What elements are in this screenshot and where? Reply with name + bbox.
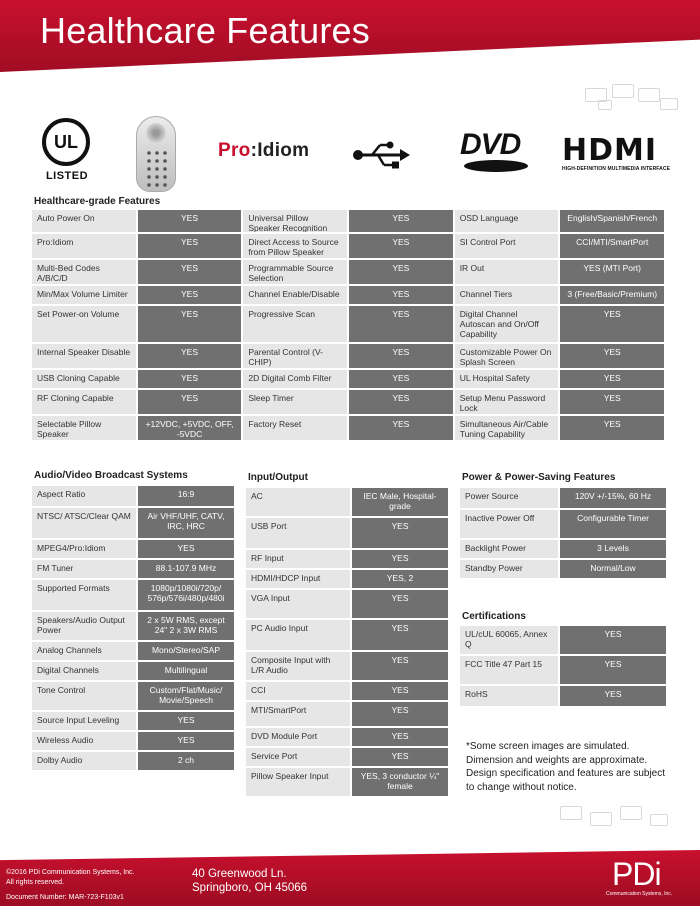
- spec-label: Standby Power: [460, 560, 558, 578]
- feature-value: YES: [138, 306, 242, 342]
- feature-label: Digital Channel Autoscan and On/Off Capability: [455, 306, 559, 342]
- table-row: [32, 286, 664, 304]
- spec-label: CCI: [246, 682, 350, 700]
- spec-value: 16:9: [138, 486, 234, 506]
- feature-label: USB Cloning Capable: [32, 370, 136, 388]
- page-title: Healthcare Features: [40, 10, 370, 51]
- table-row: [460, 540, 666, 558]
- table-row: [32, 508, 234, 538]
- proidiom-logo: [218, 140, 309, 162]
- power-table: [460, 488, 666, 580]
- pdi-logo-subtitle: Communication Systems, Inc.: [606, 891, 673, 897]
- spec-value: YES, 2: [352, 570, 448, 588]
- feature-label: Parental Control (V-CHIP): [243, 344, 347, 368]
- table-row: [32, 752, 234, 770]
- table-row: [246, 728, 448, 746]
- table-row: [246, 748, 448, 766]
- feature-label: RF Cloning Capable: [32, 390, 136, 414]
- spec-label: VGA Input: [246, 590, 350, 618]
- healthcare-features-grid: [32, 210, 664, 442]
- ul-listed-logo: [40, 118, 94, 188]
- feature-label: Factory Reset: [243, 416, 347, 440]
- feature-value: YES: [349, 306, 453, 342]
- spec-value: IEC Male, Hospital-grade: [352, 488, 448, 516]
- feature-value: YES: [560, 306, 664, 342]
- feature-value: YES: [138, 234, 242, 258]
- decorative-square: [598, 100, 612, 110]
- decorative-square: [638, 88, 660, 102]
- certs-section-title: Certifications: [462, 611, 526, 622]
- feature-value: YES: [349, 286, 453, 304]
- spec-label: USB Port: [246, 518, 350, 548]
- spec-value: YES: [352, 748, 448, 766]
- company-address: [192, 867, 307, 895]
- table-row: [32, 486, 234, 506]
- table-row: [246, 570, 448, 588]
- table-row: [32, 682, 234, 710]
- feature-label: Sleep Timer: [243, 390, 347, 414]
- spec-value: Multilingual: [138, 662, 234, 680]
- table-row: [32, 370, 664, 388]
- spec-value: Normal/Low: [560, 560, 666, 578]
- certifications-table: [460, 626, 666, 708]
- spec-value: YES: [352, 682, 448, 700]
- healthcare-section-title: Healthcare-grade Features: [34, 196, 161, 207]
- spec-value: YES: [352, 590, 448, 618]
- feature-value: CCI/MTI/SmartPort: [560, 234, 664, 258]
- decorative-square: [620, 806, 642, 820]
- table-row: [32, 612, 234, 640]
- table-row: [460, 686, 666, 706]
- spec-value: Custom/Flat/Music/ Movie/Speech: [138, 682, 234, 710]
- decorative-square: [650, 814, 668, 826]
- feature-label: Direct Access to Source from Pillow Speaker: [243, 234, 347, 258]
- ul-listed-label: LISTED: [45, 170, 89, 182]
- feature-value: YES: [138, 286, 242, 304]
- spec-value: 3 Levels: [560, 540, 666, 558]
- table-row: [32, 662, 234, 680]
- spec-label: Tone Control: [32, 682, 136, 710]
- av-table: [32, 486, 234, 772]
- table-row: [32, 416, 664, 440]
- spec-label: PC Audio Input: [246, 620, 350, 650]
- spec-label: UL/cUL 60065, Annex Q: [460, 626, 558, 654]
- feature-label: IR Out: [455, 260, 559, 284]
- spec-label: HDMI/HDCP Input: [246, 570, 350, 588]
- spec-value: 1080p/1080i/720p/ 576p/576i/480p/480i: [138, 580, 234, 610]
- copyright-line-1: ©2016 PDi Communication Systems, Inc.: [6, 869, 135, 876]
- table-row: [32, 344, 664, 368]
- spec-value: YES: [560, 656, 666, 684]
- spec-label: Dolby Audio: [32, 752, 136, 770]
- feature-label: Universal Pillow Speaker Recognition: [243, 210, 347, 232]
- feature-value: YES: [138, 344, 242, 368]
- io-section-title: Input/Output: [248, 472, 308, 483]
- hdmi-logo: [562, 133, 672, 176]
- feature-value: English/Spanish/French: [560, 210, 664, 232]
- feature-value: YES: [560, 416, 664, 440]
- ul-mark: UL: [42, 118, 90, 166]
- table-row: [246, 652, 448, 680]
- table-row: [32, 580, 234, 610]
- feature-value: YES: [560, 390, 664, 414]
- spec-value: 2 ch: [138, 752, 234, 770]
- hdmi-logo-subtitle: HIGH-DEFINITION MULTIMEDIA INTERFACE: [562, 166, 671, 172]
- feature-value: YES: [349, 260, 453, 284]
- feature-value: YES: [349, 370, 453, 388]
- feature-value: YES: [349, 344, 453, 368]
- feature-label: Programmable Source Selection: [243, 260, 347, 284]
- spec-value: 88.1-107.9 MHz: [138, 560, 234, 578]
- feature-label: Channel Enable/Disable: [243, 286, 347, 304]
- table-row: [246, 620, 448, 650]
- spec-value: Air VHF/UHF, CATV, IRC, HRC: [138, 508, 234, 538]
- spec-value: Mono/Stereo/SAP: [138, 642, 234, 660]
- table-row: [32, 390, 664, 414]
- feature-value: YES: [349, 390, 453, 414]
- feature-label: Customizable Power On Splash Screen: [455, 344, 559, 368]
- feature-value: YES: [560, 344, 664, 368]
- spec-label: FCC Title 47 Part 15: [460, 656, 558, 684]
- table-row: [32, 712, 234, 730]
- spec-label: Service Port: [246, 748, 350, 766]
- disclaimer-text: *Some screen images are simulated. Dimension and weights are approximate. Design specification and features are subject to change without notice.: [466, 741, 666, 793]
- decorative-square: [612, 84, 634, 98]
- remote-keypad: [145, 149, 169, 187]
- feature-value: YES: [349, 234, 453, 258]
- feature-label: 2D Digital Comb Filter: [243, 370, 347, 388]
- proidiom-logo-part1: Pro: [218, 140, 251, 161]
- spec-label: RoHS: [460, 686, 558, 706]
- spec-value: Configurable Timer: [560, 510, 666, 538]
- address-line-1: 40 Greenwood Ln.: [192, 868, 287, 880]
- spec-value: YES, 3 conductor ¼" female: [352, 768, 448, 796]
- table-row: [460, 510, 666, 538]
- spec-label: Digital Channels: [32, 662, 136, 680]
- feature-label: Channel Tiers: [455, 286, 559, 304]
- usb-icon: [352, 140, 410, 170]
- decorative-square: [560, 806, 582, 820]
- spec-value: YES: [352, 728, 448, 746]
- address-line-2: Springboro, OH 45066: [192, 882, 308, 894]
- spec-value: YES: [352, 702, 448, 726]
- table-row: [246, 488, 448, 516]
- proidiom-logo-part2: :Idiom: [250, 140, 310, 161]
- spec-label: Wireless Audio: [32, 732, 136, 750]
- feature-value: YES: [138, 390, 242, 414]
- feature-value: YES (MTI Port): [560, 260, 664, 284]
- feature-label: Auto Power On: [32, 210, 136, 232]
- feature-value: YES: [138, 370, 242, 388]
- spec-value: YES: [352, 620, 448, 650]
- spec-value: YES: [560, 626, 666, 654]
- hdmi-logo-text: HDMI: [562, 133, 658, 168]
- spec-label: Inactive Power Off: [460, 510, 558, 538]
- spec-value: YES: [352, 550, 448, 568]
- io-table: [246, 488, 448, 798]
- table-row: [460, 626, 666, 654]
- feature-label: Selectable Pillow Speaker: [32, 416, 136, 440]
- decorative-square: [660, 98, 678, 110]
- spec-label: Power Source: [460, 488, 558, 508]
- table-row: [246, 550, 448, 568]
- table-row: [246, 590, 448, 618]
- spec-label: AC: [246, 488, 350, 516]
- table-row: [32, 210, 664, 232]
- spec-value: 120V +/-15%, 60 Hz: [560, 488, 666, 508]
- spec-label: MTI/SmartPort: [246, 702, 350, 726]
- table-row: [32, 732, 234, 750]
- av-section-title: Audio/Video Broadcast Systems: [34, 470, 188, 481]
- spec-value: YES: [560, 686, 666, 706]
- logo-row: [0, 112, 700, 192]
- pillow-speaker-remote-icon: [136, 116, 176, 192]
- spec-value: YES: [138, 540, 234, 558]
- spec-label: Composite Input with L/R Audio: [246, 652, 350, 680]
- table-row: [32, 260, 664, 284]
- feature-label: Setup Menu Password Lock: [455, 390, 559, 414]
- spec-label: NTSC/ ATSC/Clear QAM: [32, 508, 136, 538]
- feature-label: OSD Language: [455, 210, 559, 232]
- spec-label: FM Tuner: [32, 560, 136, 578]
- spec-label: Supported Formats: [32, 580, 136, 610]
- feature-value: YES: [138, 210, 242, 232]
- table-row: [460, 560, 666, 578]
- table-row: [32, 306, 664, 342]
- feature-value: YES: [349, 210, 453, 232]
- feature-label: Simultaneous Air/Cable Tuning Capability: [455, 416, 559, 440]
- feature-label: Multi-Bed Codes A/B/C/D: [32, 260, 136, 284]
- dvd-logo-text: DVD: [460, 128, 521, 161]
- table-row: [460, 488, 666, 508]
- table-row: [32, 560, 234, 578]
- copyright-line-2: All rights reserved.: [6, 879, 64, 886]
- feature-label: Internal Speaker Disable: [32, 344, 136, 368]
- spec-label: Speakers/Audio Output Power: [32, 612, 136, 640]
- feature-value: YES: [560, 370, 664, 388]
- feature-label: Set Power-on Volume: [32, 306, 136, 342]
- feature-label: Progressive Scan: [243, 306, 347, 342]
- table-row: [246, 682, 448, 700]
- copyright-text: [6, 868, 135, 888]
- document-number: Document Number: MAR-723-F103v1: [6, 894, 124, 901]
- feature-value: 3 (Free/Basic/Premium): [560, 286, 664, 304]
- feature-label: UL Hospital Safety: [455, 370, 559, 388]
- feature-value: YES: [138, 260, 242, 284]
- spec-label: Analog Channels: [32, 642, 136, 660]
- feature-value: +12VDC, +5VDC, OFF, -5VDC: [138, 416, 242, 440]
- decorative-square: [590, 812, 612, 826]
- feature-label: SI Control Port: [455, 234, 559, 258]
- spec-value: 2 x 5W RMS, except 24" 2 x 3W RMS: [138, 612, 234, 640]
- spec-label: Aspect Ratio: [32, 486, 136, 506]
- spec-value: YES: [138, 732, 234, 750]
- spec-label: DVD Module Port: [246, 728, 350, 746]
- pdi-logo: PDi: [612, 856, 661, 892]
- spec-label: Pillow Speaker Input: [246, 768, 350, 796]
- table-row: [32, 234, 664, 258]
- spec-label: Backlight Power: [460, 540, 558, 558]
- spec-label: MPEG4/Pro:Idiom: [32, 540, 136, 558]
- table-row: [32, 642, 234, 660]
- table-row: [246, 768, 448, 796]
- dvd-logo: [458, 126, 534, 174]
- spec-value: YES: [352, 518, 448, 548]
- feature-label: Pro:Idiom: [32, 234, 136, 258]
- power-section-title: Power & Power-Saving Features: [462, 472, 616, 483]
- spec-label: RF Input: [246, 550, 350, 568]
- spec-value: YES: [352, 652, 448, 680]
- feature-value: YES: [349, 416, 453, 440]
- spec-label: Source Input Leveling: [32, 712, 136, 730]
- remote-speaker-grille: [146, 123, 166, 143]
- table-row: [460, 656, 666, 684]
- table-row: [246, 518, 448, 548]
- feature-label: Min/Max Volume Limiter: [32, 286, 136, 304]
- table-row: [246, 702, 448, 726]
- spec-value: YES: [138, 712, 234, 730]
- table-row: [32, 540, 234, 558]
